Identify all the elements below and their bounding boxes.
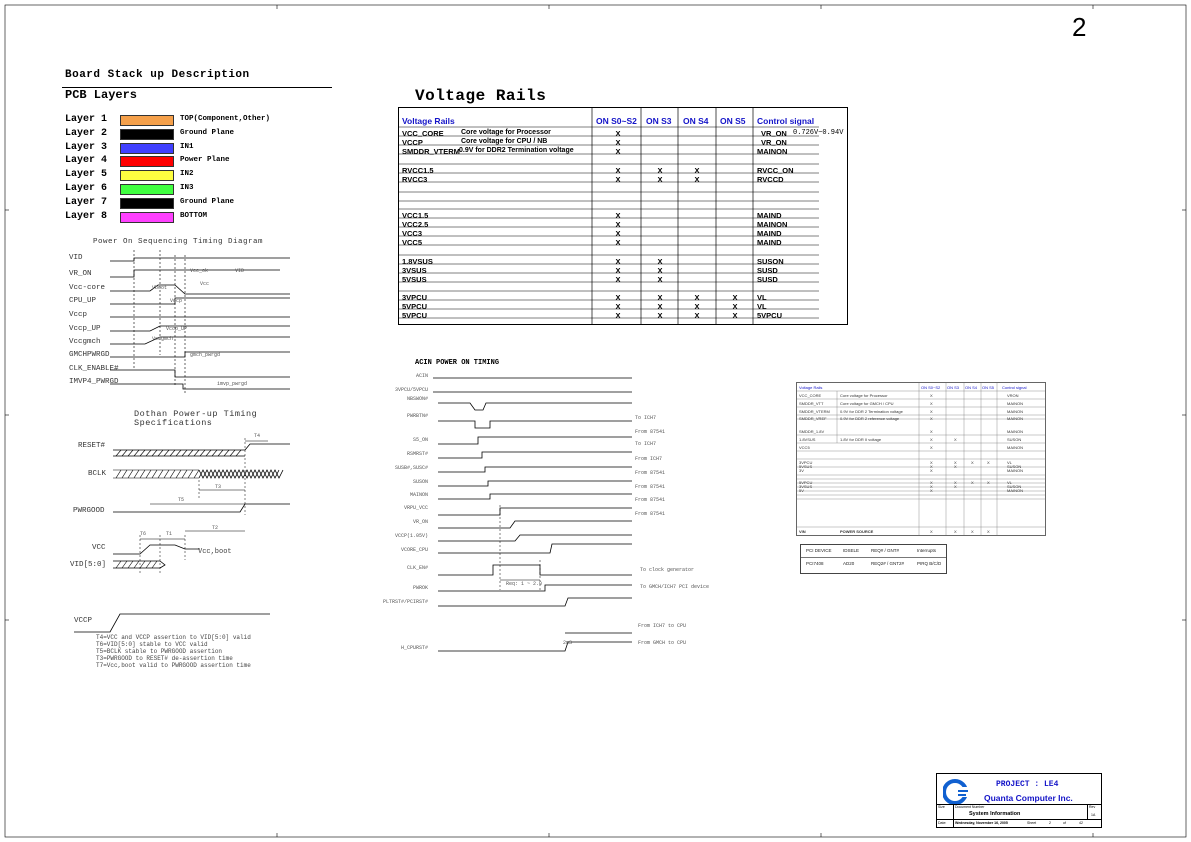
dothan-sig-reset: RESET#	[78, 442, 106, 450]
vr-control-signal: MAINON	[757, 147, 788, 156]
vr-state-mark: X	[615, 229, 621, 238]
project-name: PROJECT : LE4	[996, 780, 1059, 789]
vr-control-signal: VR_ON	[761, 138, 787, 147]
vr-state-mark: X	[694, 175, 700, 184]
layer-name: IN1	[180, 142, 194, 151]
acin-signal-label: MAINON	[410, 492, 429, 498]
acin-ann-from-87541-4: From 87541	[635, 497, 666, 503]
vr-state-mark: X	[615, 238, 621, 247]
acin-signal-label: S5_ON	[413, 437, 429, 443]
doc-number-label: Document Number	[955, 805, 985, 809]
title-block-vline-2	[1087, 804, 1088, 819]
layer-label: Layer 6	[65, 183, 108, 194]
layer-label: Layer 5	[65, 169, 108, 181]
small-table-cell: X	[954, 460, 957, 465]
vr-state-mark: X	[615, 266, 621, 275]
pci-row-int: PIRQ B/C/D	[917, 561, 942, 566]
rev-value: 1A	[1091, 813, 1096, 817]
vr-state-mark: X	[615, 138, 621, 147]
layer-name: Ground Plane	[180, 197, 235, 206]
layer-name: Power Plane	[180, 156, 230, 165]
power-seq-signal-label: Vccgmch	[69, 338, 101, 346]
pos-ann-vccp-up: Vccp_UP	[166, 326, 188, 332]
small-table-cell: X	[954, 484, 957, 489]
vr-header-s3: ON S3	[646, 116, 672, 126]
small-table-cell: MAINON	[1007, 429, 1023, 434]
dothan-title-line2: Specifications	[134, 418, 213, 428]
pos-ann-vccp: Vccp	[170, 298, 183, 304]
small-table-cell: Core voltage for Processor	[840, 393, 888, 398]
small-table-cell: SMDDR_VTERM	[799, 409, 830, 414]
small-table-cell: MAINON	[1007, 488, 1023, 493]
small-table-cell: X	[930, 416, 933, 421]
dothan-sig-vid: VID[5:0]	[70, 561, 107, 569]
acin-ann-pci-device: To GMCH/ICH7 PCI device	[640, 584, 710, 590]
small-table-cell: X	[930, 393, 933, 398]
pos-ann-vid: VID	[235, 268, 245, 274]
small-table-cell: X	[930, 468, 933, 473]
acin-signal-label: ACIN	[416, 373, 429, 379]
power-seq-signal-label: VID	[69, 254, 83, 262]
acin-signal-label: VCORE_CPU	[401, 547, 429, 553]
small-table-cell: VL	[1007, 480, 1012, 485]
vr-rail-name: 5VPCU	[402, 311, 428, 320]
vr-state-mark: X	[615, 257, 621, 266]
acin-signal-label: H_CPURST#	[401, 645, 429, 651]
vr-header-s02: ON S0~S2	[596, 116, 637, 126]
vr-state-mark: X	[615, 129, 621, 138]
title-block-rule-2	[937, 819, 1101, 820]
pci-device-table	[800, 544, 947, 574]
vr-rail-name: 1.8VSUS	[402, 257, 433, 266]
small-table-header: ON S0~S2	[921, 385, 941, 390]
vr-rail-name: 5VPCU	[402, 302, 428, 311]
acin-signal-label: RSMRST#	[407, 451, 429, 457]
pcb-layers-title: PCB Layers	[65, 88, 138, 102]
layer-name: Ground Plane	[180, 128, 235, 137]
dothan-sig-vcc: VCC	[92, 544, 106, 552]
layer-label: Layer 2	[65, 127, 108, 139]
acin-ann-req: Req: 1 ~ 2.0	[506, 581, 543, 587]
dothan-note: T4=VCC and VCCP assertion to VID[5:0] valid	[96, 634, 251, 641]
small-table-cell: 3VPCU	[799, 460, 813, 465]
vr-state-mark: X	[657, 293, 663, 302]
small-table-cell: MAINON	[1007, 468, 1023, 473]
acin-ann-clock-gen: To clock generator	[640, 567, 695, 573]
dothan-t4: T4	[254, 433, 261, 439]
acin-ann-2ms: 2mS	[563, 640, 573, 646]
small-table-cell: X	[971, 529, 974, 534]
small-table-cell: X	[930, 480, 933, 485]
small-table-cell: X	[987, 460, 990, 465]
dothan-t2: T2	[212, 525, 219, 531]
pci-table-divider	[801, 557, 946, 558]
vr-control-signal: VL	[757, 302, 767, 311]
acin-signal-label: CLK_EN#	[407, 565, 429, 571]
small-table-cell: 1.8VSUS	[799, 437, 816, 442]
acin-ann-from-87541-2: From 87541	[635, 470, 666, 476]
small-table-cell: SMDDR_1.8V	[799, 429, 825, 434]
small-table-cell: 3VSUS	[799, 484, 813, 489]
small-table-cell: SUSON	[1007, 484, 1022, 489]
power-seq-signal-label: Vccp_UP	[69, 325, 101, 333]
small-table-cell: X	[930, 484, 933, 489]
sheet-value: 2	[1049, 821, 1051, 825]
vr-state-mark: X	[694, 166, 700, 175]
vr-state-mark: X	[732, 293, 738, 302]
vr-header-s5: ON S5	[720, 116, 746, 126]
vr-state-mark: X	[615, 275, 621, 284]
vr-state-mark: X	[657, 302, 663, 311]
layer-name: IN2	[180, 170, 194, 179]
acin-ann-from-ich7: From ICH7	[635, 456, 663, 462]
small-table-cell: X	[971, 480, 974, 485]
acin-ann-gmch-cpu: From GMCH to CPU	[638, 640, 687, 646]
of-label: of	[1063, 821, 1066, 825]
pos-ann-vcc: Vcc	[200, 281, 210, 287]
small-table-cell: X	[930, 429, 933, 434]
small-table-cell: POWER SOURCE	[840, 529, 874, 534]
small-table-header: ON S5	[982, 385, 995, 390]
small-table-cell: X	[930, 529, 933, 534]
dothan-t6: T6	[140, 531, 147, 537]
pos-ann-gmch-pwrgd: gmch_pwrgd	[190, 352, 221, 358]
acin-signal-label: SUSB#,SUSC#	[395, 465, 429, 471]
acin-signal-label: NBSWON#	[407, 396, 429, 402]
vr-control-signal: SUSON	[757, 257, 784, 266]
acin-signal-label: VRPU_VCC	[404, 505, 429, 511]
small-table-cell: X	[987, 529, 990, 534]
vr-state-mark: X	[615, 175, 621, 184]
size-label: Size	[938, 805, 945, 809]
power-seq-signal-label: GMCHPWRGD	[69, 351, 110, 359]
vr-control-signal: MAIND	[757, 211, 782, 220]
vr-voltage-range: 0.726V~0.94V	[793, 129, 844, 137]
vr-state-mark: X	[615, 302, 621, 311]
small-table-cell: VRON	[1007, 393, 1019, 398]
pci-hdr-req: REQ# / GNT#	[871, 548, 900, 553]
small-table-header: Voltage Rails	[799, 385, 823, 390]
dothan-note: T5=BCLK stable to PWRGOOD assertion	[96, 648, 223, 655]
vr-state-mark: X	[657, 266, 663, 275]
vr-rail-name: VCC3	[402, 229, 423, 238]
power-seq-signal-label: CLK_ENABLE#	[69, 365, 119, 373]
acin-signal-label: VCCP(1.05V)	[395, 533, 429, 539]
vr-rail-name: 3VPCU	[402, 293, 428, 302]
vr-rail-name: 5VSUS	[402, 275, 427, 284]
small-table-cell: X	[930, 460, 933, 465]
vr-state-mark: X	[615, 211, 621, 220]
dothan-t5: T5	[178, 497, 185, 503]
power-seq-signal-label: VR_ON	[69, 270, 92, 278]
pci-hdr-int: Interrupts	[917, 548, 937, 553]
vr-header-ctrl: Control signal	[757, 116, 815, 126]
vr-state-mark: X	[732, 302, 738, 311]
dothan-vcc-boot: Vcc,boot	[198, 548, 232, 556]
small-table-header: ON S4	[965, 385, 978, 390]
acin-signal-label: PWROK	[413, 585, 429, 591]
small-table-cell: X	[954, 464, 957, 469]
small-table-cell: X	[930, 409, 933, 414]
small-table-cell: SMDDR_VREF	[799, 416, 827, 421]
small-table-cell: VL	[1007, 460, 1012, 465]
vr-rail-name: VCC_CORE	[402, 129, 444, 138]
dothan-sig-bclk: BCLK	[88, 470, 107, 478]
pos-ann-vboot: Vboot	[152, 285, 168, 291]
small-table-header: Control signal	[1002, 385, 1027, 390]
vr-header-s4: ON S4	[683, 116, 709, 126]
small-table-cell: 5V	[799, 488, 804, 493]
vr-rail-name: RVCC1.5	[402, 166, 434, 175]
acin-ann-ich7-cpu: From ICH7 to CPU	[638, 623, 687, 629]
pci-row-req: REQ2# / GNT2#	[871, 561, 905, 566]
small-table-cell: X	[987, 480, 990, 485]
vr-state-mark: X	[615, 293, 621, 302]
pci-row-device: PCI7408	[806, 561, 824, 566]
vr-state-mark: X	[657, 257, 663, 266]
small-table-cell: X	[930, 401, 933, 406]
vr-rail-desc: Core voltage for CPU / NB	[461, 138, 548, 145]
layer-label: Layer 3	[65, 141, 108, 153]
power-seq-signal-label: Vcc-core	[69, 284, 106, 292]
pos-ann-imvp-pwrgd: imvp_pwrgd	[217, 381, 248, 387]
vr-rail-name: SMDDR_VTERM	[402, 147, 460, 156]
layer-label: Layer 8	[65, 210, 108, 222]
vr-state-mark: X	[657, 166, 663, 175]
acin-signal-label: VR_ON	[413, 519, 429, 525]
layer-name: IN3	[180, 184, 194, 192]
pci-hdr-idsel: IDSELE	[843, 548, 860, 553]
small-table-cell: 1.8V for DDR II voltage	[840, 437, 882, 442]
power-seq-signal-label: IMVP4_PWRGD	[69, 378, 119, 386]
small-table-cell: X	[954, 480, 957, 485]
date-label: Date:	[938, 821, 947, 825]
vr-control-signal: VL	[757, 293, 767, 302]
power-seq-title: Power On Sequencing Timing Diagram	[93, 238, 264, 246]
small-table-header: ON S3	[947, 385, 960, 390]
dothan-vccp-label: VCCP	[74, 617, 93, 625]
small-table-cell: 0.9V for DDR 2 Termination voltage	[840, 409, 903, 414]
small-table-cell: X	[930, 437, 933, 442]
acin-signal-label: SUSON	[413, 479, 429, 485]
layer-name: BOTTOM	[180, 211, 208, 220]
vr-control-signal: RVCCD	[757, 175, 784, 184]
vr-rail-name: VCCP	[402, 138, 423, 147]
layer-label: Layer 4	[65, 155, 108, 167]
small-table-cell: MAINON	[1007, 445, 1023, 450]
small-table-cell: VIN	[799, 529, 806, 534]
vr-state-mark: X	[694, 293, 700, 302]
vr-state-mark: X	[694, 302, 700, 311]
pos-ann-vcc-ok: Vcc_ok	[190, 268, 209, 274]
pos-ann-vccgmch: Vccgmch	[152, 336, 174, 342]
vr-state-mark: X	[732, 311, 738, 320]
acin-ann-from-87541-1: From 87541	[635, 429, 666, 435]
title-block	[936, 773, 1102, 828]
vr-rail-desc: Core voltage for Processor	[461, 129, 551, 136]
small-table-cell: SUSON	[1007, 464, 1022, 469]
small-table-cell: MAINON	[1007, 401, 1023, 406]
small-table-cell: 0.9V for DDR 2 reference voltage	[840, 416, 900, 421]
layer-label: Layer 7	[65, 196, 108, 208]
rev-label: Rev	[1089, 805, 1096, 809]
small-table-cell: Core voltage for GMCH / CPU	[840, 401, 894, 406]
vr-state-mark: X	[694, 311, 700, 320]
small-table-cell: X	[954, 529, 957, 534]
vr-rail-desc: 0.9V for DDR2 Termination voltage	[459, 147, 574, 154]
small-table-cell: MAINON	[1007, 409, 1023, 414]
date-value: Wednesday, November 16, 2005	[955, 821, 1008, 825]
small-table-cell: X	[954, 437, 957, 442]
of-value: 42	[1079, 821, 1083, 825]
dothan-note: T7=Vcc,boot valid to PWRGOOD assertion time	[96, 662, 251, 669]
quanta-logo-icon	[943, 778, 973, 806]
vr-control-signal: MAINON	[757, 220, 788, 229]
small-table-cell: MAINON	[1007, 416, 1023, 421]
small-table-cell: X	[930, 464, 933, 469]
small-table-cell: VCC_CORE	[799, 393, 822, 398]
vr-state-mark: X	[657, 311, 663, 320]
small-table-cell: X	[971, 460, 974, 465]
small-table-cell: SMDDR_VTT	[799, 401, 824, 406]
acin-ann-to-ich7-1: To ICH7	[635, 415, 657, 421]
small-voltage-table	[796, 382, 1046, 536]
pci-row-idsel: AD20	[843, 561, 855, 566]
small-table-cell: X	[930, 445, 933, 450]
title-block-vline-1	[953, 804, 954, 827]
acin-title: ACIN POWER ON TIMING	[415, 359, 500, 367]
voltage-rails-title: Voltage Rails	[415, 87, 547, 105]
vr-rail-name: VCC1.5	[402, 211, 429, 220]
acin-signal-label: PLTRST#/PCIRST#	[383, 599, 429, 605]
acin-signal-label: 3VPCU/5VPCU	[395, 387, 429, 393]
vr-control-signal: 5VPCU	[757, 311, 783, 320]
sheet-label: Sheet	[1027, 821, 1037, 825]
vr-state-mark: X	[615, 220, 621, 229]
dothan-title-line1: Dothan Power-up Timing	[134, 409, 258, 419]
acin-ann-to-ich7-2: To ICH7	[635, 441, 657, 447]
vr-rail-name: VCC5	[402, 238, 423, 247]
vr-rail-name: 3VSUS	[402, 266, 427, 275]
pci-hdr-device: PCI DEVICE	[806, 548, 832, 553]
vr-state-mark: X	[615, 147, 621, 156]
dothan-note: T3=PWRGOOD to RESET# de-assertion time	[96, 655, 233, 662]
acin-ann-from-87541-3: From 87541	[635, 484, 666, 490]
vr-control-signal: SUSD	[757, 275, 778, 284]
layer-label: Layer 1	[65, 114, 108, 125]
small-table-cell: 5VSUS	[799, 464, 813, 469]
vr-header-rails: Voltage Rails	[402, 116, 455, 126]
small-table-cell: X	[930, 488, 933, 493]
document-name: System Information	[969, 811, 1021, 817]
board-stack-title: Board Stack up Description	[65, 69, 250, 81]
small-table-cell: SUSON	[1007, 437, 1022, 442]
vr-control-signal: RVCC_ON	[757, 166, 794, 175]
acin-signal-label: PWRBTN#	[407, 413, 429, 419]
sheet-number: 2	[1072, 12, 1087, 42]
vr-state-mark: X	[615, 166, 621, 175]
acin-ann-from-87541-5: From 87541	[635, 511, 666, 517]
vr-control-signal: SUSD	[757, 266, 778, 275]
layer-name: TOP(Component,Other)	[180, 115, 271, 123]
power-seq-signal-label: CPU_UP	[69, 297, 97, 305]
vr-control-signal: MAIND	[757, 238, 782, 247]
dothan-sig-pwrgood: PWRGOOD	[73, 507, 105, 515]
vr-control-signal: VR_ON	[761, 129, 787, 138]
small-table-cell: 5VPCU	[799, 480, 813, 485]
vr-rail-name: RVCC3	[402, 175, 428, 184]
small-table-cell: VCC5	[799, 445, 810, 450]
vr-state-mark: X	[657, 275, 663, 284]
vr-state-mark: X	[657, 175, 663, 184]
vr-state-mark: X	[615, 311, 621, 320]
power-seq-signal-label: Vccp	[69, 311, 88, 319]
vr-rail-name: VCC2.5	[402, 220, 429, 229]
vr-control-signal: MAIND	[757, 229, 782, 238]
dothan-t1: T1	[166, 531, 173, 537]
dothan-t3: T3	[215, 484, 222, 490]
dothan-note: T6=VID[5:0] stable to VCC valid	[96, 641, 208, 648]
company-name: Quanta Computer Inc.	[984, 793, 1073, 803]
small-table-cell: 3V	[799, 468, 804, 473]
